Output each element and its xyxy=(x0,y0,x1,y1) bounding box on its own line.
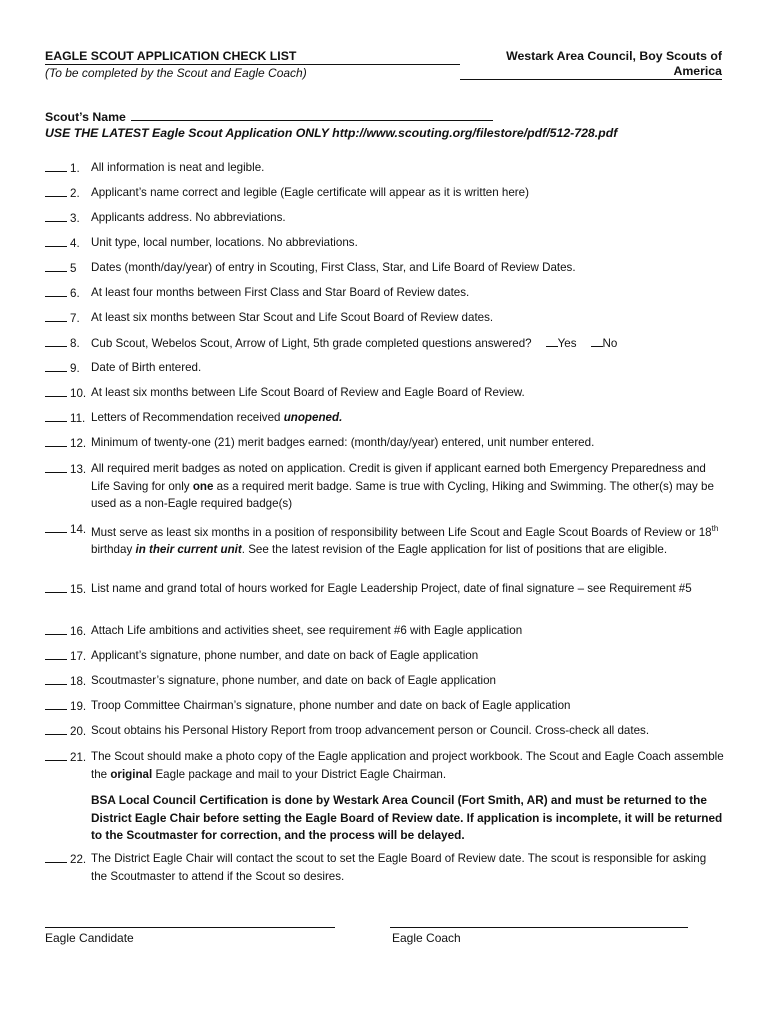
item-text: birthday xyxy=(91,543,136,557)
item-text: Scoutmaster’s signature, phone number, and date on back of Eagle application xyxy=(91,674,496,687)
item-text: At least six months between Star Scout and Life Scout Board of Review dates. xyxy=(91,311,494,324)
item-number: 16. xyxy=(70,625,87,638)
item-number: 1. xyxy=(70,162,80,175)
check-blank[interactable] xyxy=(45,580,67,593)
checklist-item xyxy=(45,647,725,665)
check-blank[interactable] xyxy=(45,460,67,473)
check-blank[interactable] xyxy=(45,748,67,761)
checklist-item xyxy=(45,234,725,252)
check-blank[interactable] xyxy=(45,722,67,735)
eagle-candidate-signature-line[interactable] xyxy=(45,927,335,928)
checklist-item xyxy=(45,284,725,302)
checklist-item xyxy=(45,580,725,598)
checklist-item xyxy=(45,850,725,885)
item-number: 3. xyxy=(70,212,80,225)
item-number: 17. xyxy=(70,650,87,663)
item-number: 22. xyxy=(70,853,87,866)
eagle-candidate-label: Eagle Candidate xyxy=(45,931,134,945)
item-text: Dates (month/day/year) of entry in Scouting, First Class, Star, and Life Board of Review Dates. xyxy=(91,261,576,274)
latest-application-note: USE THE LATEST Eagle Scout Application ONLY http://www.scouting.org/filestore/pdf/512-728.pdf xyxy=(45,126,618,140)
item-text: Date of Birth entered. xyxy=(91,361,202,374)
item-number: 20. xyxy=(70,725,87,738)
item-number: 6. xyxy=(70,287,80,300)
item-text: All information is neat and legible. xyxy=(91,161,265,174)
checklist-item xyxy=(45,748,725,783)
item-number: 15. xyxy=(70,583,87,596)
item-number: 11. xyxy=(70,412,86,425)
check-blank[interactable] xyxy=(45,184,67,197)
checklist-item xyxy=(45,334,725,353)
item-text: as a required merit badge. Same is true with Cycling, Hiking and Swimming. The other(s) may be used as a non-Eagle required badge(s) xyxy=(91,479,714,510)
item-text: At least four months between First Class and Star Board of Review dates. xyxy=(91,286,470,299)
checklist-item xyxy=(45,159,725,177)
check-blank[interactable] xyxy=(45,334,67,347)
document-subtitle: (To be completed by the Scout and Eagle Coach) xyxy=(45,66,307,80)
item-text: List name and grand total of hours worked for Eagle Leadership Project, date of final signature – see Requirement #5 xyxy=(91,582,692,595)
item-text: Applicant’s signature, phone number, and date on back of Eagle application xyxy=(91,649,479,662)
checklist-item xyxy=(45,434,725,452)
checklist-item xyxy=(45,697,725,715)
no-option[interactable]: No xyxy=(591,334,618,353)
check-blank[interactable] xyxy=(45,622,67,635)
check-blank[interactable] xyxy=(45,259,67,272)
check-blank[interactable] xyxy=(45,672,67,685)
superscript: th xyxy=(711,524,719,533)
item-number: 10. xyxy=(70,387,87,400)
check-blank[interactable] xyxy=(45,384,67,397)
check-blank[interactable] xyxy=(45,434,67,447)
check-blank[interactable] xyxy=(45,850,67,863)
check-blank[interactable] xyxy=(45,159,67,172)
yes-option[interactable]: Yes xyxy=(546,334,577,353)
check-blank[interactable] xyxy=(45,234,67,247)
checklist-item xyxy=(45,722,725,740)
checklist-item xyxy=(45,309,725,327)
check-blank[interactable] xyxy=(45,409,67,422)
scout-name-input-line[interactable] xyxy=(131,109,493,121)
checklist-item xyxy=(45,384,725,402)
checklist-item xyxy=(45,359,725,377)
item-number: 4. xyxy=(70,237,80,250)
document-title: EAGLE SCOUT APPLICATION CHECK LIST xyxy=(45,49,460,65)
item-number: 8. xyxy=(70,337,80,350)
item-text: Must serve as least six months in a position of responsibility between Life Scout and Eagle Scout Boards of Review or 18 xyxy=(91,525,712,539)
check-blank[interactable] xyxy=(45,647,67,660)
item-text: Eagle package and mail to your District Eagle Chairman. xyxy=(152,767,447,781)
item-text: At least six months between Life Scout Board of Review and Eagle Board of Review. xyxy=(91,386,525,399)
council-certification-note: BSA Local Council Certification is done by Westark Area Council (Fort Smith, AR) and must be returned to the District Eagle Chair before setting the Eagle Board of Review date. If application is incomplete, it will be returned to the Scoutmaster for correction, and the process will be delayed. xyxy=(91,793,723,842)
item-number: 9. xyxy=(70,362,80,375)
checklist-item xyxy=(45,520,725,559)
item-text: Letters of Recommendation received xyxy=(91,411,284,424)
item-text: The District Eagle Chair will contact the scout to set the Eagle Board of Review date. The scout is responsible for asking the Scoutmaster to attend if the Scout so desires. xyxy=(91,852,707,883)
checklist-item xyxy=(45,672,725,690)
check-blank[interactable] xyxy=(45,209,67,222)
check-blank[interactable] xyxy=(45,697,67,710)
checklist-item xyxy=(45,259,725,277)
item-number: 12. xyxy=(70,437,87,450)
check-blank[interactable] xyxy=(45,359,67,372)
item-number: 5 xyxy=(70,262,77,275)
item-emphasis: in their current unit xyxy=(135,543,242,557)
eagle-coach-signature-line[interactable] xyxy=(390,927,688,928)
item-text: The Scout should make a photo copy of the Eagle application and project workbook. The Scout and Eagle Coach assemble the xyxy=(91,750,724,781)
item-text: Applicants address. No abbreviations. xyxy=(91,211,286,224)
check-blank[interactable] xyxy=(45,520,67,533)
check-blank[interactable] xyxy=(45,284,67,297)
item-number: 2. xyxy=(70,187,80,200)
item-text: Unit type, local number, locations. No abbreviations. xyxy=(91,236,358,249)
item-text: Cub Scout, Webelos Scout, Arrow of Light, 5th grade completed questions answered? xyxy=(91,337,532,350)
item-number: 18. xyxy=(70,675,87,688)
item-number: 19. xyxy=(70,700,87,713)
eagle-coach-label: Eagle Coach xyxy=(392,931,461,945)
item-number: 14. xyxy=(70,523,87,536)
item-number: 21. xyxy=(70,751,87,764)
checklist-item xyxy=(45,622,725,640)
scout-name-field xyxy=(45,109,493,124)
item-text: . See the latest revision of the Eagle application for list of positions that are eligible. xyxy=(241,543,668,557)
item-number: 7. xyxy=(70,312,80,325)
check-blank[interactable] xyxy=(45,309,67,322)
item-emphasis: one xyxy=(192,479,214,493)
checklist-item xyxy=(45,209,725,227)
item-number: 13. xyxy=(70,463,87,476)
item-text: Troop Committee Chairman’s signature, phone number and date on back of Eagle application xyxy=(91,699,571,712)
council-name: Westark Area Council, Boy Scouts of America xyxy=(460,49,722,80)
item-emphasis: original xyxy=(110,767,153,781)
item-text: Scout obtains his Personal History Report from troop advancement person or Council. Cross-check all dates. xyxy=(91,724,650,737)
item-text: Attach Life ambitions and activities sheet, see requirement #6 with Eagle application xyxy=(91,624,523,637)
item-emphasis: unopened. xyxy=(283,411,343,424)
checklist-item xyxy=(45,409,725,427)
item-text: Applicant’s name correct and legible (Eagle certificate will appear as it is written here) xyxy=(91,186,529,199)
checklist-item xyxy=(45,460,725,513)
scout-name-label: Scout’s Name xyxy=(45,110,126,124)
checklist-item xyxy=(45,184,725,202)
item-text: All required merit badges as noted on application. Credit is given if applicant earned both Emergency Preparedness and Life Saving for only xyxy=(91,462,706,493)
item-text: Minimum of twenty-one (21) merit badges earned: (month/day/year) entered, unit number entered. xyxy=(91,436,595,449)
